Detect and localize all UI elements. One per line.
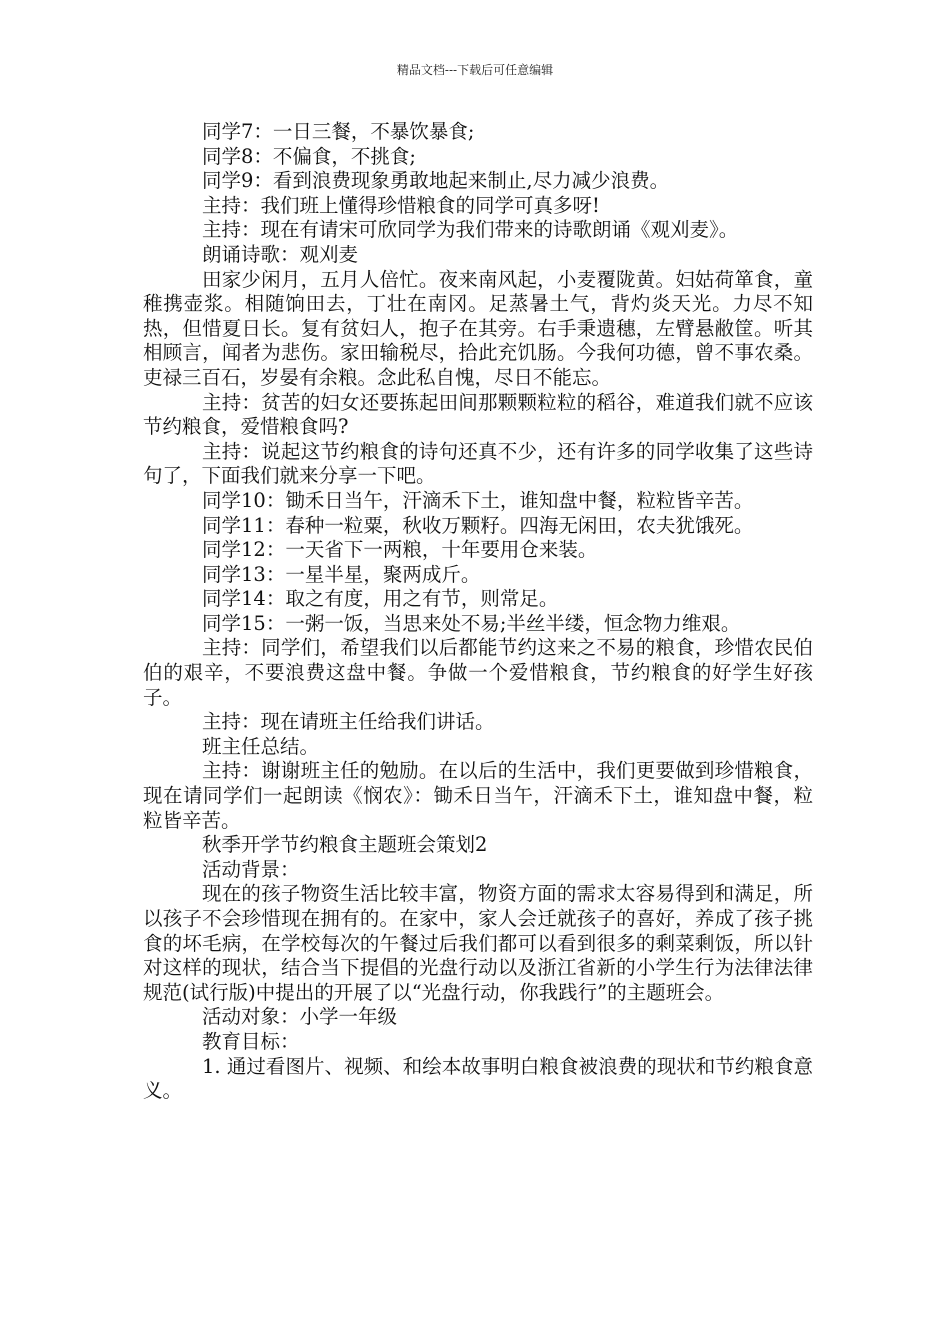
paragraph: 同学8：不偏食，不挑食; (202, 144, 416, 168)
paragraph: 同学11：春种一粒粟，秋收万颗籽。四海无闲田，农夫犹饿死。 (202, 513, 754, 537)
page-header: 精品文档---下载后可任意编辑 (396, 63, 554, 77)
paragraph: 主持：现在请班主任给我们讲话。 (202, 710, 495, 734)
paragraph: 班主任总结。 (202, 734, 320, 758)
paragraph: 同学14：取之有度，用之有节，则常足。 (202, 587, 559, 611)
paragraph: 活动对象：小学一年级 (202, 1005, 398, 1029)
paragraph: 同学15：一粥一饭，当思来处不易;半丝半缕，恒念物力维艰。 (202, 611, 741, 635)
paragraph: 主持：说起这节约粮食的诗句还真不少，还有许多的同学收集了这些诗句了，下面我们就来分享一下吧。 (143, 439, 813, 488)
paragraph: 主持：我们班上懂得珍惜粮食的同学可真多呀! (202, 193, 600, 217)
document-body (143, 120, 813, 1104)
paragraph: 同学9：看到浪费现象勇敢地起来制止,尽力减少浪费。 (202, 169, 670, 193)
paragraph: 现在的孩子物资生活比较丰富，物资方面的需求太容易得到和满足，所以孩子不会珍惜现在拥有的。在家中，家人会迁就孩子的喜好，养成了孩子挑食的坏毛病，在学校每次的午餐过后我们都可以看到很多的剩菜剩饭，所以针对这样的现状，结合当下提倡的光盘行动以及浙江省新的小学生行为法律法律规范(试行版)中提出的开展了以“光盘行动，你我践行”的主题班会。 (143, 882, 813, 1004)
paragraph: 主持：现在有请宋可欣同学为我们带来的诗歌朗诵《观刈麦》。 (202, 218, 739, 242)
paragraph: 教育目标： (202, 1029, 300, 1053)
paragraph: 同学7：一日三餐，不暴饮暴食; (202, 120, 475, 143)
section-title: 秋季开学节约粮食主题班会策划2 (202, 833, 488, 857)
paragraph: 活动背景： (202, 857, 300, 881)
paragraph: 主持：贫苦的妇女还要拣起田间那颗颗粒粒的稻谷，难道我们就不应该节约粮食，爱惜粮食吗? (143, 390, 813, 439)
paragraph: 主持：谢谢班主任的勉励。在以后的生活中，我们更要做到珍惜粮食，现在请同学们一起朗读《悯农》：锄禾日当午，汗滴禾下土，谁知盘中餐，粒粒皆辛苦。 (143, 759, 813, 832)
poem-body: 田家少闲月，五月人倍忙。夜来南风起，小麦覆陇黄。妇姑荷箪食，童稚携壶浆。相随饷田去，丁壮在南冈。足蒸暑土气，背灼炎天光。力尽不知热，但惜夏日长。复有贫妇人，抱子在其旁。右手秉遗穗，左臂悬敝筐。听其相顾言，闻者为悲伤。家田输税尽，拾此充饥肠。今我何功德，曾不事农桑。吏禄三百石，岁晏有余粮。念此私自愧，尽日不能忘。 (143, 267, 813, 389)
poem-title: 朗诵诗歌：观刈麦 (202, 242, 359, 266)
paragraph: 1. 通过看图片、视频、和绘本故事明白粮食被浪费的现状和节约粮食意义。 (143, 1054, 813, 1103)
paragraph: 同学10：锄禾日当午，汗滴禾下土，谁知盘中餐，粒粒皆辛苦。 (202, 488, 754, 512)
paragraph: 主持：同学们，希望我们以后都能节约这来之不易的粮食，珍惜农民伯伯的艰辛，不要浪费这盘中餐。争做一个爱惜粮食，节约粮食的好学生好孩子。 (143, 636, 813, 709)
paragraph: 同学13：一星半星，聚两成斤。 (202, 562, 481, 586)
paragraph: 同学12：一天省下一两粮，十年要用仓来装。 (202, 538, 598, 562)
